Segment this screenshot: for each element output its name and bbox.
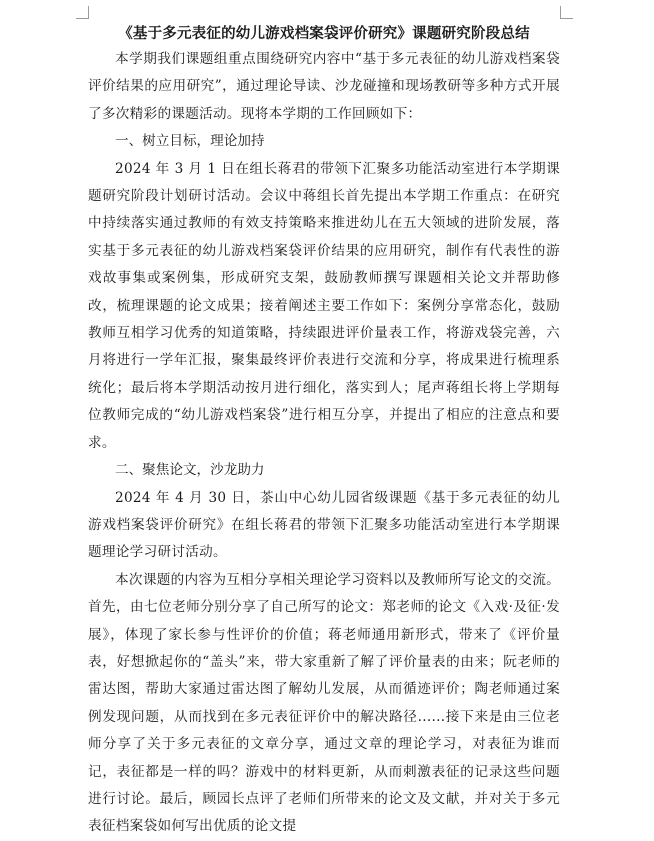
intro-paragraph: 本学期我们课题组重点围绕研究内容中“基于多元表征的幼儿游戏档案袋评价结果的应用研究”，通过理论导读、沙龙碰撞和现场教研等多种方式开展了多次精彩的课题活动。现将本学期的工作回顾如下： <box>88 51 560 122</box>
section-2-paragraph-1: 2024 年 4 月 30 日，茶山中心幼儿园省级课题《基于多元表征的幼儿游戏档案袋评价研究》在组长蒋君的带领下汇聚多功能活动室进行本学期课题理论学习研讨活动。 <box>88 489 560 561</box>
document-title: 《基于多元表征的幼儿游戏档案袋评价研究》课题研究阶段总结 <box>118 26 530 42</box>
section-heading-1: 一、树立目标，理论加持 <box>115 133 265 150</box>
page-corner-mark-right <box>560 6 573 19</box>
document-body <box>88 22 560 841</box>
section-2-paragraph-2: 本次课题的内容为互相分享相关理论学习资料以及教师所写论文的交流。首先，由七位老师分别分享了自己所写的论文：郑老师的论文《入戏·及征·发展》，体现了家长参与性评价的价值；蒋老师通用新形式，带来了《评价量表，好想掀起你的“盖头”来，带大家重新了解了评价量表的由来；阮老师的雷达图，帮助大家通过雷达图了解幼儿发展，从而循迹评价；陶老师通过案例发现问题，从而找到在多元表征评价中的解决路径......接下来是由三位老师分享了关于多元表征的文章分享，通过文章的理论学习，对表征为谁而记，表征都是一样的吗？游戏中的材料更新，从而刺激表征的记录这些问题进行讨论。最后，顾园长点评了老师们所带来的论文及文献，并对关于多元表征档案袋如何写出优质的论文提 <box>88 571 560 835</box>
section-1-paragraph: 2024 年 3 月 1 日在组长蒋君的带领下汇聚多功能活动室进行本学期课题研究阶段计划研讨活动。会议中蒋组长首先提出本学期工作重点：在研究中持续落实通过教师的有效支持策略来推进幼儿在五大领域的进阶发展，落实基于多元表征的幼儿游戏档案袋评价结果的应用研究，制作有代表性的游戏故事集或案例集，形成研究支架，鼓励教师撰写课题相关论文并帮助修改，梳理课题的论文成果；接着阐述主要工作如下：案例分享常态化，鼓励教师互相学习优秀的知道策略，持续跟进评价量表工作，将游戏袋完善，六月将进行一学年汇报，聚集最终评价表进行交流和分享，将成果进行梳理系统化；最后将本学期活动按月进行细化，落实到人；尾声蒋组长将上学期每位教师完成的“幼儿游戏档案袋”进行相互分享，并提出了相应的注意点和要求。 <box>88 160 560 451</box>
page-corner-mark-left <box>76 6 89 19</box>
section-heading-2: 二、聚焦论文，沙龙助力 <box>115 462 265 479</box>
